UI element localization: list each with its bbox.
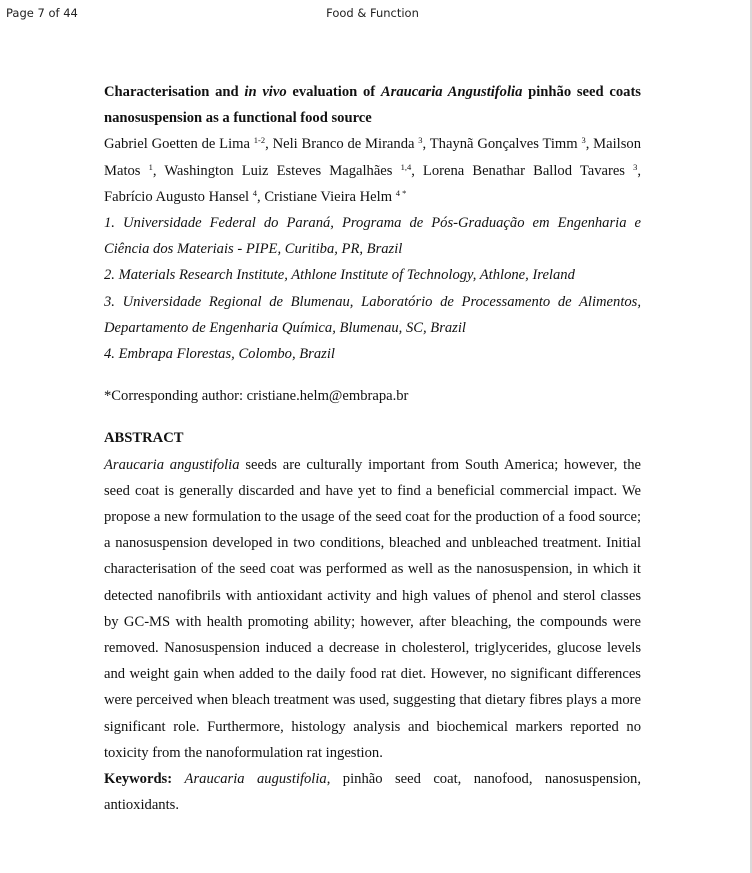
author-name: Thaynã Gonçalves Timm xyxy=(429,136,578,153)
author-list xyxy=(104,131,641,210)
author-name: Neli Branco de Miranda xyxy=(272,136,415,153)
author-separator: , xyxy=(265,136,273,153)
author-separator: , xyxy=(152,162,165,179)
affiliation-item: 4. Embrapa Florestas, Colombo, Brazil xyxy=(104,346,335,363)
author-name: Washington Luiz Esteves Magalhães xyxy=(164,162,393,179)
author-name: Gabriel Goetten de Lima xyxy=(104,136,250,153)
keywords-list: , pinhão seed coat, nanofood, nanosuspension, antioxidants. xyxy=(104,771,641,814)
author-name: Fabrício Augusto Hansel xyxy=(104,188,250,205)
keywords xyxy=(104,766,641,818)
keywords-species-name: Araucaria augustifolia xyxy=(184,771,327,788)
abstract-text: seeds are culturally important from South America; however, the seed coat is generally discarded and have yet to find a beneficial commercial impact. We propose a new formulation to the usage of the seed coat for the production of a food source; a nanosuspension developed in two conditions, bleached and unbleached treatment. Initial characterisation of the seed coat was performed as well as the nanosuspension, in which it detected nanofibrils with antioxidant activity and high values of phenol and sterol classes by GC-MS with health promoting ability; however, after bleaching, the compounds were removed. Nanosuspension induced a decrease in cholesterol, triglycerides, glucose levels and weight gain when added to the daily food rat diet. However, no significant differences were perceived when bleach treatment was used, suggesting that dietary fibres plays a more significant role. Furthermore, histology analysis and biochemical markers reported no toxicity from the nanoformulation rat ingestion. xyxy=(104,456,642,761)
affiliation-item: 3. Universidade Regional de Blumenau, Laboratório de Processamento de Alimentos, Departamento de Engenharia Química, Blumenau, SC, Brazil xyxy=(104,293,641,336)
affiliation-item: 1. Universidade Federal do Paraná, Programa de Pós-Graduação em Engenharia e Ciência dos Materiais - PIPE, Curitiba, PR, Brazil xyxy=(104,215,641,258)
corresponding-author: *Corresponding author: cristiane.helm@embrapa.br xyxy=(104,388,409,405)
author-affiliation-marker: 1-2 xyxy=(253,135,266,146)
author-affiliation-marker: 3 xyxy=(581,135,586,146)
author-name: Lorena Benathar Ballod Tavares xyxy=(422,162,625,179)
page-number: Page 7 of 44 xyxy=(6,6,78,20)
author-affiliation-marker: 4 * xyxy=(395,187,407,198)
author-affiliation-marker: 3 xyxy=(633,161,638,172)
paper-title xyxy=(104,79,641,131)
author-affiliation-marker: 3 xyxy=(418,135,423,146)
title-text: Characterisation and xyxy=(104,84,245,100)
title-text: evaluation of xyxy=(286,84,381,100)
title-italic-text: in vivo xyxy=(244,84,287,100)
author-separator: , xyxy=(422,136,430,153)
author-separator: , xyxy=(637,162,641,179)
affiliation-item: 2. Materials Research Institute, Athlone Institute of Technology, Athlone, Ireland xyxy=(104,267,575,284)
abstract-species-name: Araucaria angustifolia xyxy=(104,456,240,473)
author-affiliation-marker: 1,4 xyxy=(400,161,412,172)
author-separator: , xyxy=(411,162,423,179)
title-species-name: Araucaria Angustifolia xyxy=(380,84,523,100)
journal-name: Food & Function xyxy=(326,6,419,20)
paper-content xyxy=(104,79,641,818)
author-affiliation-marker: 1 xyxy=(148,161,153,172)
abstract-heading: ABSTRACT xyxy=(104,430,184,447)
author-affiliation-marker: 4 xyxy=(252,187,258,198)
author-name: Mailson Matos xyxy=(104,136,641,179)
page-header xyxy=(0,4,752,22)
keywords-label: Keywords: xyxy=(104,771,173,788)
author-separator: , xyxy=(585,136,594,153)
author-separator: , xyxy=(257,188,265,205)
author-name: Cristiane Vieira Helm xyxy=(264,188,393,205)
title-text: pinhão seed coats nanosuspension as a functional food source xyxy=(104,84,641,127)
abstract-body xyxy=(104,452,641,766)
